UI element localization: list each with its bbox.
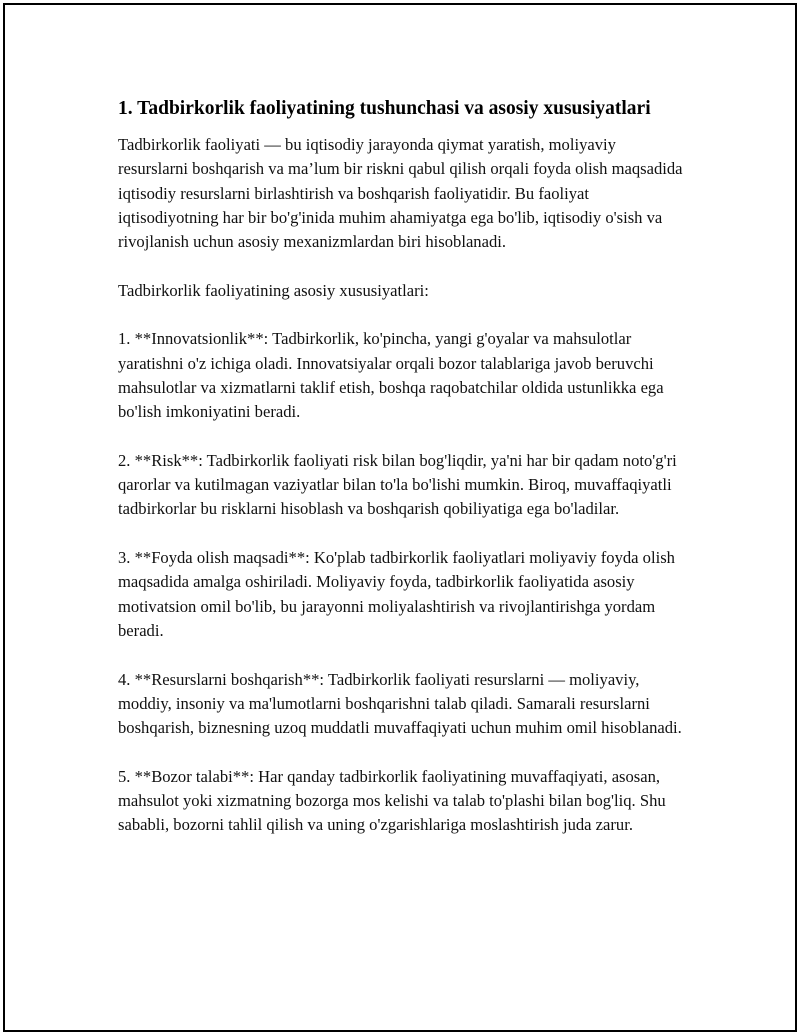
paragraph-features-lead: Tadbirkorlik faoliyatining asosiy xususiyatlari: bbox=[118, 280, 429, 300]
document-body bbox=[118, 95, 688, 862]
paragraph-item-innovation: 1. **Innovatsionlik**: Tadbirkorlik, ko'pincha, yangi g'oyalar va mahsulotlar yaratishni o'z ichiga oladi. Innovatsiyalar orqali bozor talablariga javob beruvchi mahsulotlar va xizmatlarni taklif etish, boshqa raqobatchilar oldida ustunlikka ega bo'lish imkoniyatini beradi. bbox=[118, 329, 664, 422]
paragraph-item-profit: 3. **Foyda olish maqsadi**: Ko'plab tadbirkorlik faoliyatlari moliyaviy foyda olish maqsadida amalga oshiriladi. Moliyaviy foyda, tadbirkorlik faoliyatida asosiy motivatsion omil bo'lib, bu jarayonni moliyalashtirish va rivojlantirishga yordam beradi. bbox=[118, 548, 675, 640]
paragraph-intro: Tadbirkorlik faoliyati — bu iqtisodiy jarayonda qiymat yaratish, moliyaviy resurslarni boshqarish va ma’lum bir riskni qabul qilish orqali foyda olish maqsadida iqtisodiy resurslarni birlashtirish va boshqarish faoliyatidir. Bu faoliyat iqtisodiyotning har bir bo'g'inida muhim ahamiyatga ega bo'lib, iqtisodiy o'sish va rivojlanish uchun asosiy mexanizmlardan biri hisoblanadi. bbox=[118, 135, 683, 252]
section-heading: 1. Tadbirkorlik faoliyatining tushunchasi va asosiy xususiyatlari bbox=[118, 98, 651, 119]
paragraph-item-risk: 2. **Risk**: Tadbirkorlik faoliyati risk bilan bog'liqdir, ya'ni har bir qadam noto'g'ri qarorlar va kutilmagan vaziyatlar bilan to'la bo'lishi mumkin. Biroq, muvaffaqiyatli tadbirkorlar bu risklarni hisoblash va boshqarish qobiliyatiga ega bo'ladilar. bbox=[118, 450, 677, 519]
paragraph-item-market: 5. **Bozor talabi**: Har qanday tadbirkorlik faoliyatining muvaffaqiyati, asosan, mahsulot yoki xizmatning bozorga mos kelishi va talab to'plashi bilan bog'liq. Shu sababli, bozorni tahlil qilish va uning o'zgarishlariga moslashtirish juda zarur. bbox=[118, 766, 666, 835]
paragraph-item-resources: 4. **Resurslarni boshqarish**: Tadbirkorlik faoliyati resurslarni — moliyaviy, moddiy, insoniy va ma'lumotlarni boshqarishni talab qiladi. Samarali resurslarni boshqarish, biznesning uzoq muddatli muvaffaqiyati uchun muhim omil hisoblanadi. bbox=[118, 669, 682, 738]
